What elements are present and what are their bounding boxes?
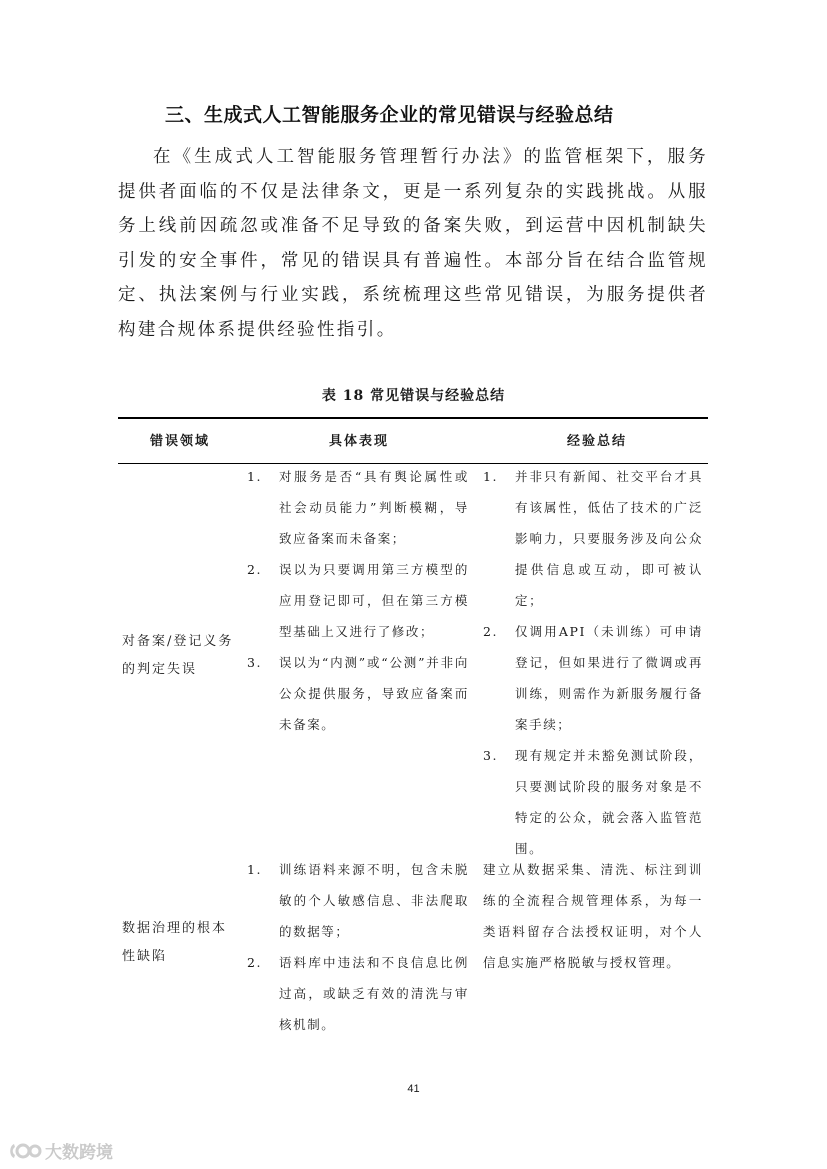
header-manifestation: 具体表现 <box>329 434 390 449</box>
page-number: 41 <box>407 1083 420 1095</box>
watermark-icon <box>8 1140 42 1162</box>
list-item: 1. 训练语料来源不明，包含未脱敏的个人敏感信息、非法爬取的数据等； <box>247 862 469 939</box>
row2-error-area: 数据治理的根本性缺陷 <box>122 921 228 964</box>
row2-lessons: 建立从数据采集、清洗、标注到训练的全流程合规管理体系，为每一类语料留存合法授权证明，对个人信息实施严格脱敏与授权管理。 <box>483 862 703 970</box>
row1-error-area: 对备案/登记义务的判定失误 <box>122 634 234 677</box>
row1-manifestation-list <box>247 461 469 740</box>
watermark-text: 大数跨境 <box>45 1143 113 1163</box>
list-item: 2. 语料库中违法和不良信息比例过高，或缺乏有效的清洗与审核机制。 <box>247 955 469 1032</box>
list-item: 3. 误以为“内测”或“公测”并非向公众提供服务，导致应备案而未备案。 <box>247 655 469 732</box>
list-item: 3. 现有规定并未豁免测试阶段，只要测试阶段的服务对象是不特定的公众，就会落入监管范围。 <box>483 748 703 856</box>
section-paragraph: 在《生成式人工智能服务管理暂行办法》的监管框架下，服务提供者面临的不仅是法律条文，更是一系列复杂的实践挑战。从服务上线前因疏忽或准备不足导致的备案失败，到运营中因机制缺失引发的安全事件，常见的错误具有普遍性。本部分旨在结合监管规定、执法案例与行业实践，系统梳理这些常见错误，为服务提供者构建合规体系提供经验性指引。 <box>118 147 708 340</box>
table-caption: 表 18 常见错误与经验总结 <box>321 388 506 404</box>
table-top-rule <box>118 417 708 419</box>
list-item: 1. 并非只有新闻、社交平台才具有该属性，低估了技术的广泛影响力，只要服务涉及向公众提供信息或互动，即可被认定； <box>483 469 703 608</box>
list-item: 2. 仅调用API（未训练）可申请登记，但如果进行了微调或再训练，则需作为新服务履行备案手续； <box>483 624 703 732</box>
watermark-logo <box>8 1138 113 1163</box>
list-item: 2. 误以为只要调用第三方模型的应用登记即可，但在第三方模型基础上又进行了修改； <box>247 562 469 639</box>
header-error-area: 错误领域 <box>150 434 211 449</box>
header-lessons: 经验总结 <box>567 434 628 449</box>
row2-manifestation-list <box>247 854 469 1040</box>
row1-lessons-list <box>483 461 703 864</box>
list-item: 1. 对服务是否“具有舆论属性或社会动员能力”判断模糊，导致应备案而未备案； <box>247 469 469 546</box>
section-heading: 三、生成式人工智能服务企业的常见错误与经验总结 <box>165 104 614 126</box>
